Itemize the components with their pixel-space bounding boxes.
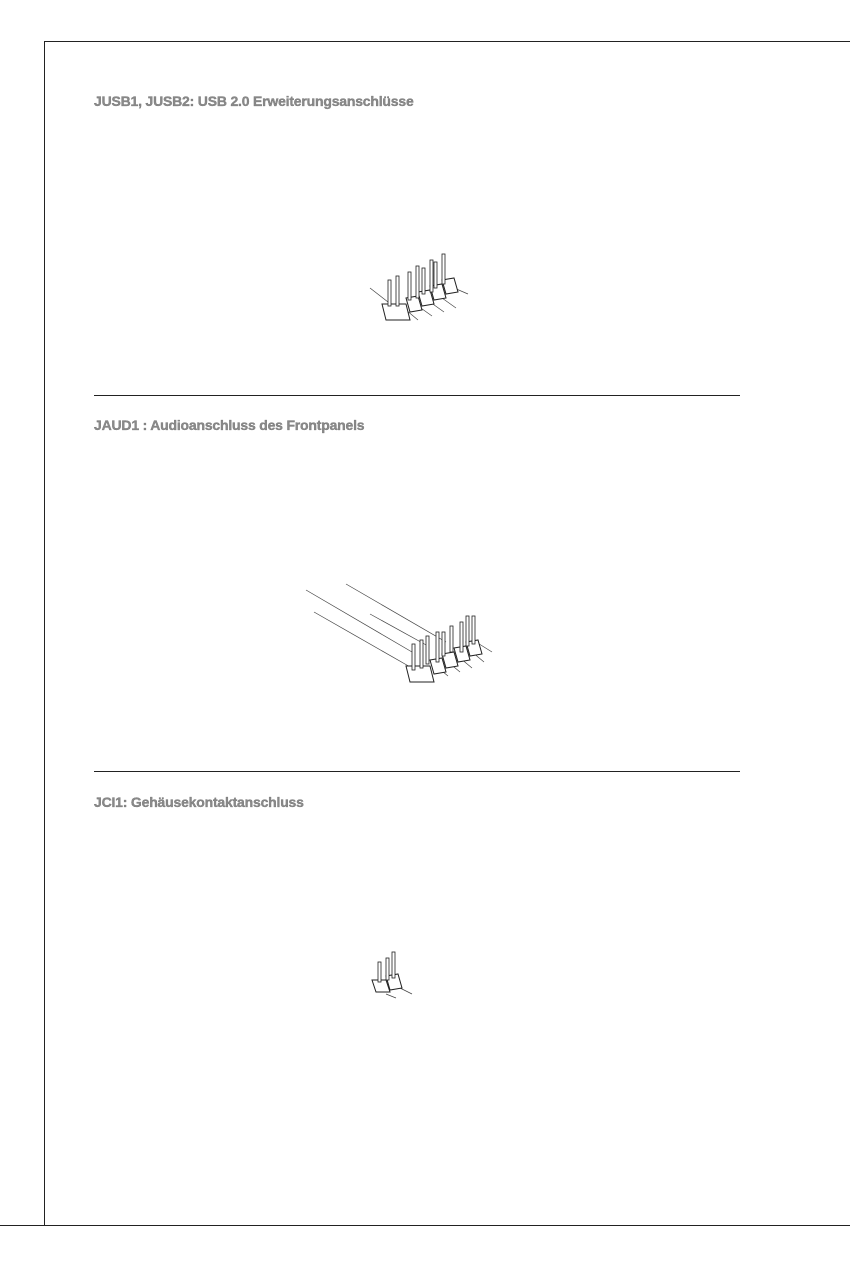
section-divider <box>94 771 740 772</box>
usb-header-body <box>382 278 458 320</box>
section-heading-jusb: JUSB1, JUSB2: USB 2.0 Erweiterungsanschlüsse <box>94 93 414 109</box>
usb-header-diagram <box>360 248 480 328</box>
chassis-header-pins <box>378 952 395 982</box>
page-frame-bottom <box>0 1225 850 1226</box>
chassis-intrusion-header-diagram <box>366 950 426 1000</box>
audio-header-diagram <box>300 580 500 690</box>
audio-header-leads <box>306 584 492 676</box>
page-frame-top <box>44 41 850 42</box>
section-divider <box>94 395 740 396</box>
page-frame-left <box>44 41 45 1226</box>
section-heading-jaud: JAUD1 : Audioanschluss des Frontpanels <box>94 417 365 433</box>
section-heading-jci: JCI1: Gehäusekontaktanschluss <box>94 794 304 810</box>
